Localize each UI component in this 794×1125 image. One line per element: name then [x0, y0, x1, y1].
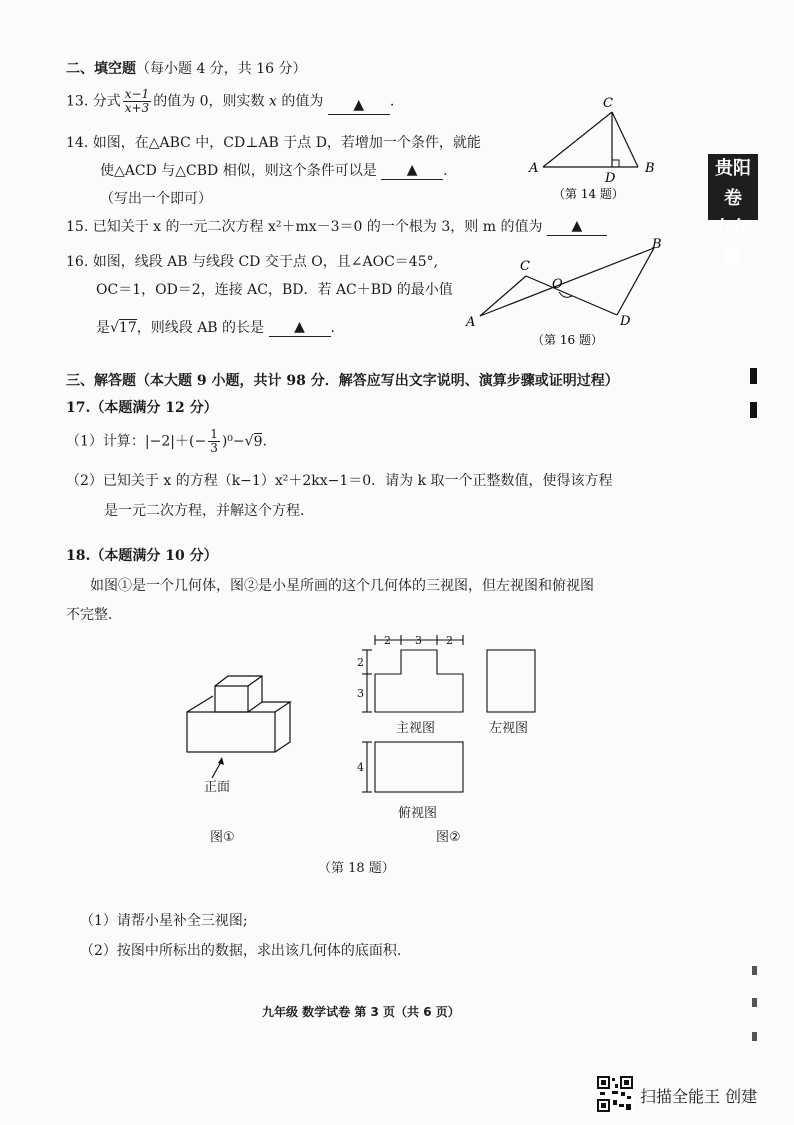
- q17-part1-exp: )⁰−: [221, 433, 245, 450]
- q13-frac-den: x+3: [124, 101, 150, 115]
- q16-answer-blank[interactable]: [269, 319, 331, 337]
- q13-end: .: [389, 93, 395, 110]
- q18-dim-h2: 3: [357, 687, 364, 700]
- q14-triangle-figure: [525, 92, 665, 202]
- q13-post: 的值为: [281, 93, 324, 110]
- q16-number: 16.: [66, 254, 89, 270]
- q18-solid-figure: [180, 668, 310, 798]
- q13-var: x: [269, 93, 277, 110]
- margin-mark: [750, 368, 757, 384]
- q18-solid-front-base: [187, 712, 275, 752]
- section-2-title: 二、填空题: [66, 61, 136, 77]
- q14-side-ac: [543, 112, 612, 167]
- q16-label-b: B: [652, 237, 662, 252]
- q17-frac-den: 3: [210, 441, 218, 455]
- q18-fig2-label: 图②: [436, 830, 461, 845]
- section-2-points: （每小题 4 分，共 16 分）: [136, 61, 307, 77]
- q13-number: 13.: [66, 93, 89, 110]
- margin-mark: [752, 1032, 757, 1041]
- q17-sqrt-value: 9: [253, 433, 263, 450]
- margin-mark: [752, 998, 757, 1007]
- q17-title: 17.（本题满分 12 分）: [66, 400, 218, 416]
- q16-line2: OC＝1，OD＝2，连接 AC，BD．若 AC＋BD 的最小值: [96, 282, 453, 298]
- q18-solid-edge: [248, 676, 262, 686]
- q16-segments-figure: [462, 236, 672, 352]
- q18-three-views-figure: [355, 630, 545, 800]
- q14-label-c: C: [603, 96, 613, 111]
- q18-line1: 如图①是一个几何体，图②是小星所画的这个几何体的三视图，但左视图和俯视图: [90, 578, 594, 594]
- section-3-title: 三、解答题（本大题 9 小题，共计 98 分．解答应写出文字说明、演算步骤或证明过程）: [66, 373, 619, 389]
- q16-caption: （第 16 题）: [532, 333, 603, 347]
- question-15: [66, 216, 607, 236]
- q13-frac-num: x−1: [124, 87, 150, 101]
- q13-pre: 分式: [92, 93, 121, 110]
- triangle-icon: ▲: [406, 162, 418, 178]
- q17-fraction: [208, 428, 220, 455]
- margin-mark: [750, 402, 757, 418]
- side-tab: [708, 154, 758, 269]
- q16-segment-bd: [617, 248, 654, 315]
- triangle-icon: ▲: [294, 319, 305, 335]
- q18-solid-edge: [187, 696, 213, 712]
- question-16-line3: [96, 317, 335, 337]
- triangle-icon: ▲: [571, 218, 583, 234]
- q18-top-view-shape: [375, 742, 463, 792]
- sqrt-symbol: √: [110, 320, 119, 336]
- q16-label-d: D: [620, 314, 631, 329]
- q18-solid-right-face: [275, 702, 290, 752]
- question-16-line1: [66, 251, 438, 271]
- q16-segment-ab: [480, 248, 654, 316]
- q14-line2-end: .: [443, 163, 448, 179]
- q13-answer-blank[interactable]: [328, 97, 390, 115]
- q16-sqrt-value: 17: [118, 320, 137, 336]
- q14-line2: 使△ACD 与△CBD 相似，则这个条件可以是: [100, 163, 377, 179]
- q17-part2-line1: （2）已知关于 x 的方程（k−1）x²＋2kx−1＝0．请为 k 取一个正整数值，使得该方程: [66, 473, 613, 489]
- q16-line3-post: ，则线段 AB 的长是: [136, 320, 265, 336]
- q14-right-angle-mark: [612, 160, 619, 167]
- q18-task2: （2）按图中所标出的数据，求出该几何体的底面积.: [80, 943, 402, 959]
- q18-dim-h1: 2: [357, 656, 364, 669]
- q18-left-view-shape: [487, 650, 535, 712]
- q15-answer-blank[interactable]: [547, 218, 607, 236]
- sqrt-symbol: √: [244, 433, 254, 450]
- question-13: [66, 88, 394, 115]
- q14-answer-blank[interactable]: [381, 162, 443, 180]
- q16-line1: 如图，线段 AB 与线段 CD 交于点 O，且∠AOC＝45°,: [92, 254, 439, 270]
- margin-mark: [752, 966, 757, 975]
- q16-label-o: O: [552, 277, 563, 292]
- q18-solid-right-step: [262, 702, 290, 712]
- q14-side-bc: [612, 112, 638, 167]
- question-14-line2: [100, 160, 448, 180]
- q17-part2-line2: 是一元二次方程，并解这个方程.: [104, 503, 305, 519]
- q16-segment-cd: [526, 276, 617, 315]
- q18-left-view-label: 左视图: [489, 721, 529, 736]
- q18-caption: （第 18 题）: [318, 861, 395, 876]
- q18-dim-d: 4: [357, 761, 364, 774]
- scanner-watermark: 扫描全能王 创建: [640, 1087, 758, 1106]
- q16-segment-ac: [480, 276, 526, 316]
- page-footer: 九年级 数学试卷 第 3 页（共 6 页）: [262, 1005, 460, 1019]
- q14-label-b: B: [645, 161, 655, 176]
- q16-line3-pre: 是: [96, 320, 110, 336]
- q17-part1-end: .: [262, 433, 267, 450]
- q18-title: 18.（本题满分 10 分）: [66, 548, 218, 564]
- q14-caption: （第 14 题）: [553, 187, 624, 201]
- q18-line2: 不完整．: [66, 607, 122, 623]
- q16-label-a: A: [466, 315, 476, 330]
- side-tab-line1: 贵阳卷: [715, 158, 751, 209]
- q16-label-c: C: [520, 259, 530, 274]
- q17-part1-pre: （1）计算：: [66, 433, 145, 450]
- q13-fraction: [123, 88, 151, 115]
- q13-mid: 的值为 0，则实数: [153, 93, 265, 110]
- q18-front-label: 正面: [204, 780, 231, 795]
- q18-fig1-label: 图①: [210, 830, 235, 845]
- q18-solid-front-top: [215, 686, 248, 712]
- q14-line3: （写出一个即可）: [100, 191, 212, 207]
- q14-line1: 如图，在△ABC 中，CD⊥AB 于点 D，若增加一个条件，就能: [92, 135, 481, 151]
- triangle-icon: ▲: [353, 97, 365, 113]
- q18-dim-w3: 2: [446, 634, 453, 647]
- q14-number: 14.: [66, 135, 89, 151]
- q17-frac-num: 1: [210, 427, 218, 441]
- q18-task1: （1）请帮小星补全三视图;: [80, 913, 248, 929]
- section-2-header: [66, 58, 307, 78]
- q15-number: 15.: [66, 219, 89, 235]
- qr-code-icon: [597, 1076, 633, 1112]
- q18-main-view-shape: [375, 650, 463, 712]
- q15-text: 已知关于 x 的一元二次方程 x²＋mx－3＝0 的一个根为 3，则 m 的值为: [92, 219, 543, 235]
- arrow-head-icon: [218, 757, 224, 765]
- q16-line3-end: .: [330, 320, 335, 336]
- q18-top-view-label: 俯视图: [398, 806, 438, 821]
- question-14-line1: [66, 132, 481, 152]
- q14-label-a: A: [529, 161, 539, 176]
- q17-part1-abs: |−2|＋(−: [144, 433, 207, 450]
- q18-dim-w1: 2: [384, 634, 391, 647]
- q17-part1: [66, 428, 267, 455]
- q18-main-view-label: 主视图: [396, 721, 436, 736]
- q14-label-d: D: [605, 171, 616, 186]
- q18-dim-w2: 3: [415, 634, 422, 647]
- side-tab-line2: 九年级: [715, 218, 751, 269]
